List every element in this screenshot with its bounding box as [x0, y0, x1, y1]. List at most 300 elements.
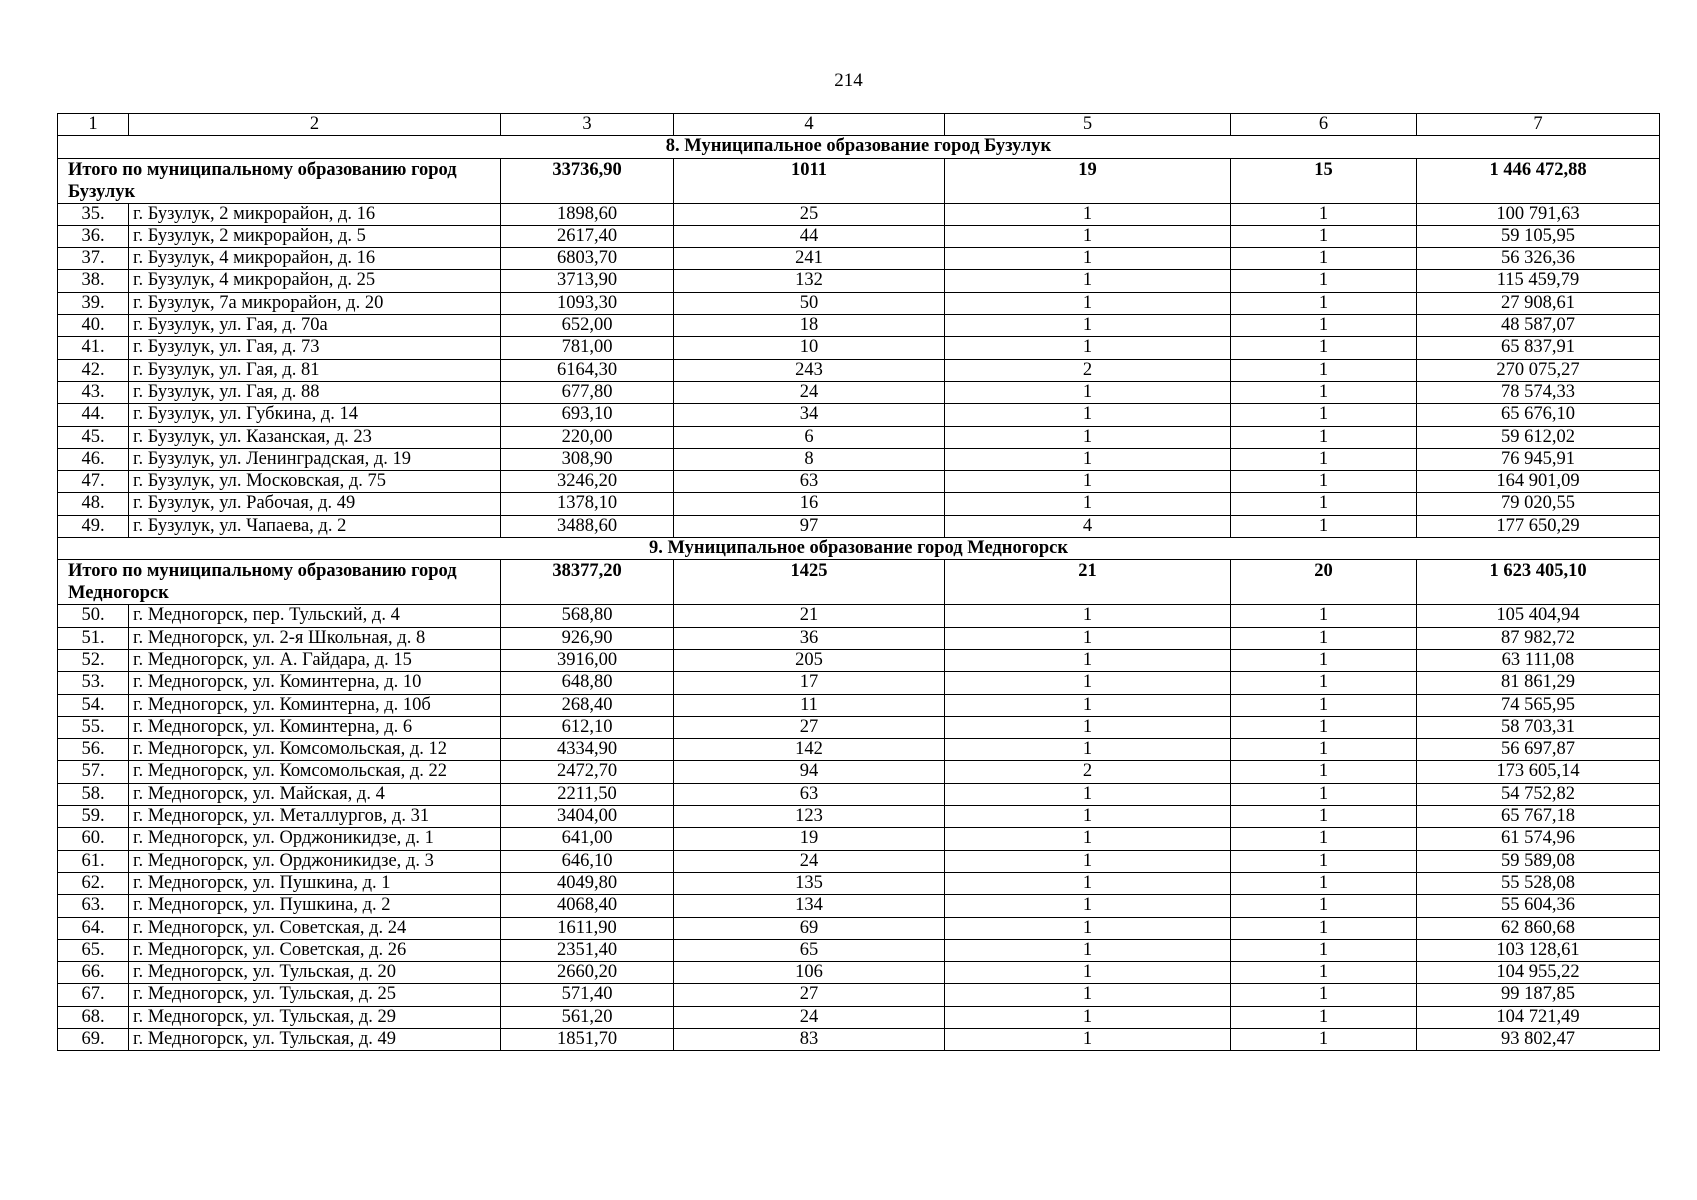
row-number: 49.	[58, 515, 129, 537]
row-cost: 115 459,79	[1417, 270, 1660, 292]
row-number: 55.	[58, 716, 129, 738]
row-number: 45.	[58, 426, 129, 448]
row-address: г. Медногорск, ул. Советская, д. 26	[129, 939, 501, 961]
row-c5: 1	[945, 962, 1231, 984]
row-address: г. Медногорск, ул. Пушкина, д. 2	[129, 895, 501, 917]
column-number: 5	[945, 114, 1231, 136]
row-number: 36.	[58, 225, 129, 247]
row-address: г. Бузулук, 2 микрорайон, д. 16	[129, 203, 501, 225]
row-address: г. Бузулук, ул. Ленинградская, д. 19	[129, 448, 501, 470]
table-row	[58, 381, 1660, 403]
row-cost: 99 187,85	[1417, 984, 1660, 1006]
row-number: 68.	[58, 1006, 129, 1028]
row-area: 3713,90	[501, 270, 674, 292]
row-residents: 94	[674, 761, 945, 783]
section-title-row	[58, 538, 1660, 560]
row-c6: 1	[1231, 872, 1417, 894]
total-c3: 38377,20	[501, 560, 674, 605]
row-residents: 8	[674, 448, 945, 470]
row-cost: 100 791,63	[1417, 203, 1660, 225]
row-c5: 1	[945, 984, 1231, 1006]
row-cost: 93 802,47	[1417, 1028, 1660, 1050]
row-area: 3404,00	[501, 806, 674, 828]
table-row	[58, 649, 1660, 671]
row-c5: 1	[945, 716, 1231, 738]
table-row	[58, 872, 1660, 894]
row-c6: 1	[1231, 605, 1417, 627]
row-c6: 1	[1231, 895, 1417, 917]
row-area: 6803,70	[501, 248, 674, 270]
row-c5: 1	[945, 939, 1231, 961]
row-cost: 105 404,94	[1417, 605, 1660, 627]
row-area: 4049,80	[501, 872, 674, 894]
table-row	[58, 270, 1660, 292]
row-c6: 1	[1231, 783, 1417, 805]
row-residents: 243	[674, 359, 945, 381]
row-c5: 1	[945, 917, 1231, 939]
row-cost: 79 020,55	[1417, 493, 1660, 515]
row-cost: 164 901,09	[1417, 471, 1660, 493]
row-c6: 1	[1231, 828, 1417, 850]
row-address: г. Бузулук, ул. Московская, д. 75	[129, 471, 501, 493]
row-residents: 205	[674, 649, 945, 671]
table-row	[58, 694, 1660, 716]
column-number: 1	[58, 114, 129, 136]
row-address: г. Медногорск, ул. Орджоникидзе, д. 1	[129, 828, 501, 850]
row-residents: 106	[674, 962, 945, 984]
row-residents: 241	[674, 248, 945, 270]
row-residents: 132	[674, 270, 945, 292]
row-c5: 1	[945, 225, 1231, 247]
row-number: 40.	[58, 315, 129, 337]
row-address: г. Медногорск, ул. Комсомольская, д. 12	[129, 739, 501, 761]
table-row	[58, 493, 1660, 515]
row-cost: 173 605,14	[1417, 761, 1660, 783]
row-cost: 27 908,61	[1417, 292, 1660, 314]
row-address: г. Бузулук, ул. Рабочая, д. 49	[129, 493, 501, 515]
row-address: г. Медногорск, ул. Тульская, д. 49	[129, 1028, 501, 1050]
row-residents: 123	[674, 806, 945, 828]
row-address: г. Медногорск, ул. Тульская, д. 29	[129, 1006, 501, 1028]
row-c6: 1	[1231, 270, 1417, 292]
row-number: 64.	[58, 917, 129, 939]
row-cost: 56 697,87	[1417, 739, 1660, 761]
row-residents: 44	[674, 225, 945, 247]
row-number: 39.	[58, 292, 129, 314]
table-row	[58, 404, 1660, 426]
table-row	[58, 1028, 1660, 1050]
row-residents: 83	[674, 1028, 945, 1050]
row-residents: 16	[674, 493, 945, 515]
row-number: 48.	[58, 493, 129, 515]
row-c5: 1	[945, 672, 1231, 694]
row-residents: 21	[674, 605, 945, 627]
total-label: Итого по муниципальному образованию город Бузулук	[58, 158, 501, 203]
row-c6: 1	[1231, 359, 1417, 381]
row-area: 4068,40	[501, 895, 674, 917]
table-row	[58, 627, 1660, 649]
row-number: 37.	[58, 248, 129, 270]
section-title-row	[58, 136, 1660, 158]
table-row	[58, 962, 1660, 984]
column-number: 4	[674, 114, 945, 136]
row-c6: 1	[1231, 493, 1417, 515]
table-row	[58, 850, 1660, 872]
row-number: 56.	[58, 739, 129, 761]
row-number: 69.	[58, 1028, 129, 1050]
table-row	[58, 225, 1660, 247]
row-address: г. Бузулук, ул. Губкина, д. 14	[129, 404, 501, 426]
row-number: 60.	[58, 828, 129, 850]
row-c6: 1	[1231, 315, 1417, 337]
row-address: г. Медногорск, ул. 2-я Школьная, д. 8	[129, 627, 501, 649]
row-c5: 2	[945, 359, 1231, 381]
row-cost: 58 703,31	[1417, 716, 1660, 738]
row-c5: 1	[945, 292, 1231, 314]
total-c4: 1425	[674, 560, 945, 605]
row-c5: 1	[945, 828, 1231, 850]
page-number: 214	[834, 70, 863, 91]
row-cost: 62 860,68	[1417, 917, 1660, 939]
total-c6: 20	[1231, 560, 1417, 605]
row-c5: 1	[945, 203, 1231, 225]
row-number: 58.	[58, 783, 129, 805]
row-number: 46.	[58, 448, 129, 470]
row-residents: 65	[674, 939, 945, 961]
row-residents: 24	[674, 850, 945, 872]
row-c5: 1	[945, 850, 1231, 872]
table-row	[58, 939, 1660, 961]
column-number: 7	[1417, 114, 1660, 136]
row-c5: 1	[945, 471, 1231, 493]
row-residents: 19	[674, 828, 945, 850]
row-c6: 1	[1231, 381, 1417, 403]
table-row	[58, 761, 1660, 783]
row-cost: 87 982,72	[1417, 627, 1660, 649]
column-number: 3	[501, 114, 674, 136]
row-address: г. Бузулук, 4 микрорайон, д. 25	[129, 270, 501, 292]
row-number: 43.	[58, 381, 129, 403]
row-c5: 1	[945, 1028, 1231, 1050]
row-c6: 1	[1231, 337, 1417, 359]
row-address: г. Медногорск, ул. Майская, д. 4	[129, 783, 501, 805]
total-label: Итого по муниципальному образованию город Медногорск	[58, 560, 501, 605]
row-address: г. Медногорск, ул. Коминтерна, д. 10	[129, 672, 501, 694]
table-row	[58, 315, 1660, 337]
row-address: г. Медногорск, ул. Пушкина, д. 1	[129, 872, 501, 894]
row-c5: 1	[945, 694, 1231, 716]
row-c5: 2	[945, 761, 1231, 783]
table-row	[58, 515, 1660, 537]
table-row	[58, 783, 1660, 805]
row-address: г. Медногорск, пер. Тульский, д. 4	[129, 605, 501, 627]
row-c6: 1	[1231, 448, 1417, 470]
row-number: 57.	[58, 761, 129, 783]
table-row	[58, 917, 1660, 939]
row-address: г. Медногорск, ул. Советская, д. 24	[129, 917, 501, 939]
total-c4: 1011	[674, 158, 945, 203]
row-cost: 104 721,49	[1417, 1006, 1660, 1028]
row-residents: 11	[674, 694, 945, 716]
row-cost: 270 075,27	[1417, 359, 1660, 381]
row-residents: 34	[674, 404, 945, 426]
table-row	[58, 337, 1660, 359]
row-residents: 25	[674, 203, 945, 225]
row-residents: 10	[674, 337, 945, 359]
row-c6: 1	[1231, 426, 1417, 448]
table-row	[58, 248, 1660, 270]
row-area: 2617,40	[501, 225, 674, 247]
row-address: г. Медногорск, ул. Металлургов, д. 31	[129, 806, 501, 828]
table-row	[58, 359, 1660, 381]
row-residents: 18	[674, 315, 945, 337]
row-address: г. Медногорск, ул. Орджоникидзе, д. 3	[129, 850, 501, 872]
row-residents: 24	[674, 1006, 945, 1028]
table-row	[58, 984, 1660, 1006]
total-row	[58, 560, 1660, 605]
row-number: 51.	[58, 627, 129, 649]
section-title: 8. Муниципальное образование город Бузулук	[58, 136, 1660, 158]
row-c6: 1	[1231, 806, 1417, 828]
row-number: 38.	[58, 270, 129, 292]
row-cost: 54 752,82	[1417, 783, 1660, 805]
row-address: г. Бузулук, ул. Казанская, д. 23	[129, 426, 501, 448]
row-c6: 1	[1231, 984, 1417, 1006]
row-area: 220,00	[501, 426, 674, 448]
row-cost: 81 861,29	[1417, 672, 1660, 694]
row-c6: 1	[1231, 627, 1417, 649]
row-c5: 1	[945, 315, 1231, 337]
table-row	[58, 471, 1660, 493]
row-c6: 1	[1231, 694, 1417, 716]
table-row	[58, 1006, 1660, 1028]
row-residents: 6	[674, 426, 945, 448]
row-c6: 1	[1231, 225, 1417, 247]
row-residents: 50	[674, 292, 945, 314]
table-row	[58, 716, 1660, 738]
row-cost: 59 612,02	[1417, 426, 1660, 448]
row-residents: 69	[674, 917, 945, 939]
row-c5: 1	[945, 426, 1231, 448]
row-number: 35.	[58, 203, 129, 225]
table-row	[58, 605, 1660, 627]
row-c5: 1	[945, 806, 1231, 828]
row-area: 4334,90	[501, 739, 674, 761]
row-area: 2351,40	[501, 939, 674, 961]
row-cost: 55 528,08	[1417, 872, 1660, 894]
row-area: 926,90	[501, 627, 674, 649]
row-number: 47.	[58, 471, 129, 493]
row-address: г. Медногорск, ул. Коминтерна, д. 10б	[129, 694, 501, 716]
row-c5: 1	[945, 448, 1231, 470]
row-c5: 4	[945, 515, 1231, 537]
total-c7: 1 623 405,10	[1417, 560, 1660, 605]
row-number: 50.	[58, 605, 129, 627]
row-number: 42.	[58, 359, 129, 381]
row-c6: 1	[1231, 248, 1417, 270]
row-c5: 1	[945, 404, 1231, 426]
row-c6: 1	[1231, 716, 1417, 738]
row-area: 568,80	[501, 605, 674, 627]
row-address: г. Медногорск, ул. Тульская, д. 20	[129, 962, 501, 984]
row-address: г. Медногорск, ул. Комсомольская, д. 22	[129, 761, 501, 783]
row-cost: 177 650,29	[1417, 515, 1660, 537]
row-cost: 56 326,36	[1417, 248, 1660, 270]
row-number: 63.	[58, 895, 129, 917]
row-c6: 1	[1231, 649, 1417, 671]
row-number: 67.	[58, 984, 129, 1006]
row-c5: 1	[945, 739, 1231, 761]
row-c6: 1	[1231, 471, 1417, 493]
row-cost: 65 837,91	[1417, 337, 1660, 359]
row-residents: 63	[674, 471, 945, 493]
row-area: 1378,10	[501, 493, 674, 515]
column-number: 2	[129, 114, 501, 136]
total-c6: 15	[1231, 158, 1417, 203]
row-c6: 1	[1231, 917, 1417, 939]
row-number: 59.	[58, 806, 129, 828]
row-address: г. Бузулук, 2 микрорайон, д. 5	[129, 225, 501, 247]
table-row	[58, 672, 1660, 694]
housing-table	[57, 113, 1660, 1051]
table-row	[58, 448, 1660, 470]
row-c6: 1	[1231, 292, 1417, 314]
row-area: 641,00	[501, 828, 674, 850]
row-residents: 97	[674, 515, 945, 537]
table-row	[58, 292, 1660, 314]
row-area: 268,40	[501, 694, 674, 716]
row-residents: 63	[674, 783, 945, 805]
row-cost: 48 587,07	[1417, 315, 1660, 337]
row-area: 648,80	[501, 672, 674, 694]
row-c6: 1	[1231, 939, 1417, 961]
row-c6: 1	[1231, 672, 1417, 694]
row-c6: 1	[1231, 761, 1417, 783]
row-area: 652,00	[501, 315, 674, 337]
column-number-row	[58, 114, 1660, 136]
total-c7: 1 446 472,88	[1417, 158, 1660, 203]
row-cost: 78 574,33	[1417, 381, 1660, 403]
row-address: г. Медногорск, ул. Тульская, д. 25	[129, 984, 501, 1006]
row-c6: 1	[1231, 515, 1417, 537]
row-area: 781,00	[501, 337, 674, 359]
row-c5: 1	[945, 872, 1231, 894]
row-c6: 1	[1231, 203, 1417, 225]
row-c5: 1	[945, 783, 1231, 805]
row-area: 1611,90	[501, 917, 674, 939]
row-cost: 65 767,18	[1417, 806, 1660, 828]
column-number: 6	[1231, 114, 1417, 136]
total-c5: 19	[945, 158, 1231, 203]
row-residents: 27	[674, 716, 945, 738]
row-area: 2211,50	[501, 783, 674, 805]
row-residents: 135	[674, 872, 945, 894]
row-number: 52.	[58, 649, 129, 671]
row-address: г. Медногорск, ул. А. Гайдара, д. 15	[129, 649, 501, 671]
row-c5: 1	[945, 381, 1231, 403]
row-residents: 27	[674, 984, 945, 1006]
row-number: 62.	[58, 872, 129, 894]
table-row	[58, 806, 1660, 828]
section-title: 9. Муниципальное образование город Медногорск	[58, 538, 1660, 560]
row-cost: 65 676,10	[1417, 404, 1660, 426]
row-c6: 1	[1231, 962, 1417, 984]
row-c5: 1	[945, 493, 1231, 515]
row-c5: 1	[945, 605, 1231, 627]
row-area: 571,40	[501, 984, 674, 1006]
row-area: 677,80	[501, 381, 674, 403]
row-cost: 104 955,22	[1417, 962, 1660, 984]
row-address: г. Бузулук, 4 микрорайон, д. 16	[129, 248, 501, 270]
row-area: 3246,20	[501, 471, 674, 493]
row-area: 308,90	[501, 448, 674, 470]
row-area: 1851,70	[501, 1028, 674, 1050]
row-cost: 59 105,95	[1417, 225, 1660, 247]
row-c5: 1	[945, 248, 1231, 270]
row-address: г. Бузулук, ул. Чапаева, д. 2	[129, 515, 501, 537]
row-area: 6164,30	[501, 359, 674, 381]
row-number: 61.	[58, 850, 129, 872]
row-c5: 1	[945, 270, 1231, 292]
table-row	[58, 426, 1660, 448]
row-cost: 74 565,95	[1417, 694, 1660, 716]
total-c5: 21	[945, 560, 1231, 605]
row-area: 1093,30	[501, 292, 674, 314]
row-c6: 1	[1231, 404, 1417, 426]
row-area: 612,10	[501, 716, 674, 738]
row-address: г. Бузулук, ул. Гая, д. 73	[129, 337, 501, 359]
table-row	[58, 739, 1660, 761]
row-area: 1898,60	[501, 203, 674, 225]
row-residents: 36	[674, 627, 945, 649]
row-cost: 63 111,08	[1417, 649, 1660, 671]
table-row	[58, 895, 1660, 917]
row-number: 65.	[58, 939, 129, 961]
row-area: 646,10	[501, 850, 674, 872]
row-c5: 1	[945, 627, 1231, 649]
row-cost: 76 945,91	[1417, 448, 1660, 470]
row-number: 44.	[58, 404, 129, 426]
row-cost: 61 574,96	[1417, 828, 1660, 850]
row-number: 66.	[58, 962, 129, 984]
row-c5: 1	[945, 649, 1231, 671]
row-cost: 59 589,08	[1417, 850, 1660, 872]
table-row	[58, 203, 1660, 225]
row-number: 41.	[58, 337, 129, 359]
row-address: г. Бузулук, 7а микрорайон, д. 20	[129, 292, 501, 314]
row-area: 693,10	[501, 404, 674, 426]
total-row	[58, 158, 1660, 203]
row-address: г. Бузулук, ул. Гая, д. 88	[129, 381, 501, 403]
row-residents: 17	[674, 672, 945, 694]
row-area: 561,20	[501, 1006, 674, 1028]
row-area: 2660,20	[501, 962, 674, 984]
row-address: г. Медногорск, ул. Коминтерна, д. 6	[129, 716, 501, 738]
row-address: г. Бузулук, ул. Гая, д. 81	[129, 359, 501, 381]
row-c5: 1	[945, 895, 1231, 917]
row-area: 2472,70	[501, 761, 674, 783]
row-c5: 1	[945, 1006, 1231, 1028]
row-number: 54.	[58, 694, 129, 716]
table-row	[58, 828, 1660, 850]
total-c3: 33736,90	[501, 158, 674, 203]
row-residents: 24	[674, 381, 945, 403]
row-number: 53.	[58, 672, 129, 694]
row-area: 3916,00	[501, 649, 674, 671]
row-c6: 1	[1231, 1006, 1417, 1028]
row-c6: 1	[1231, 850, 1417, 872]
row-residents: 142	[674, 739, 945, 761]
